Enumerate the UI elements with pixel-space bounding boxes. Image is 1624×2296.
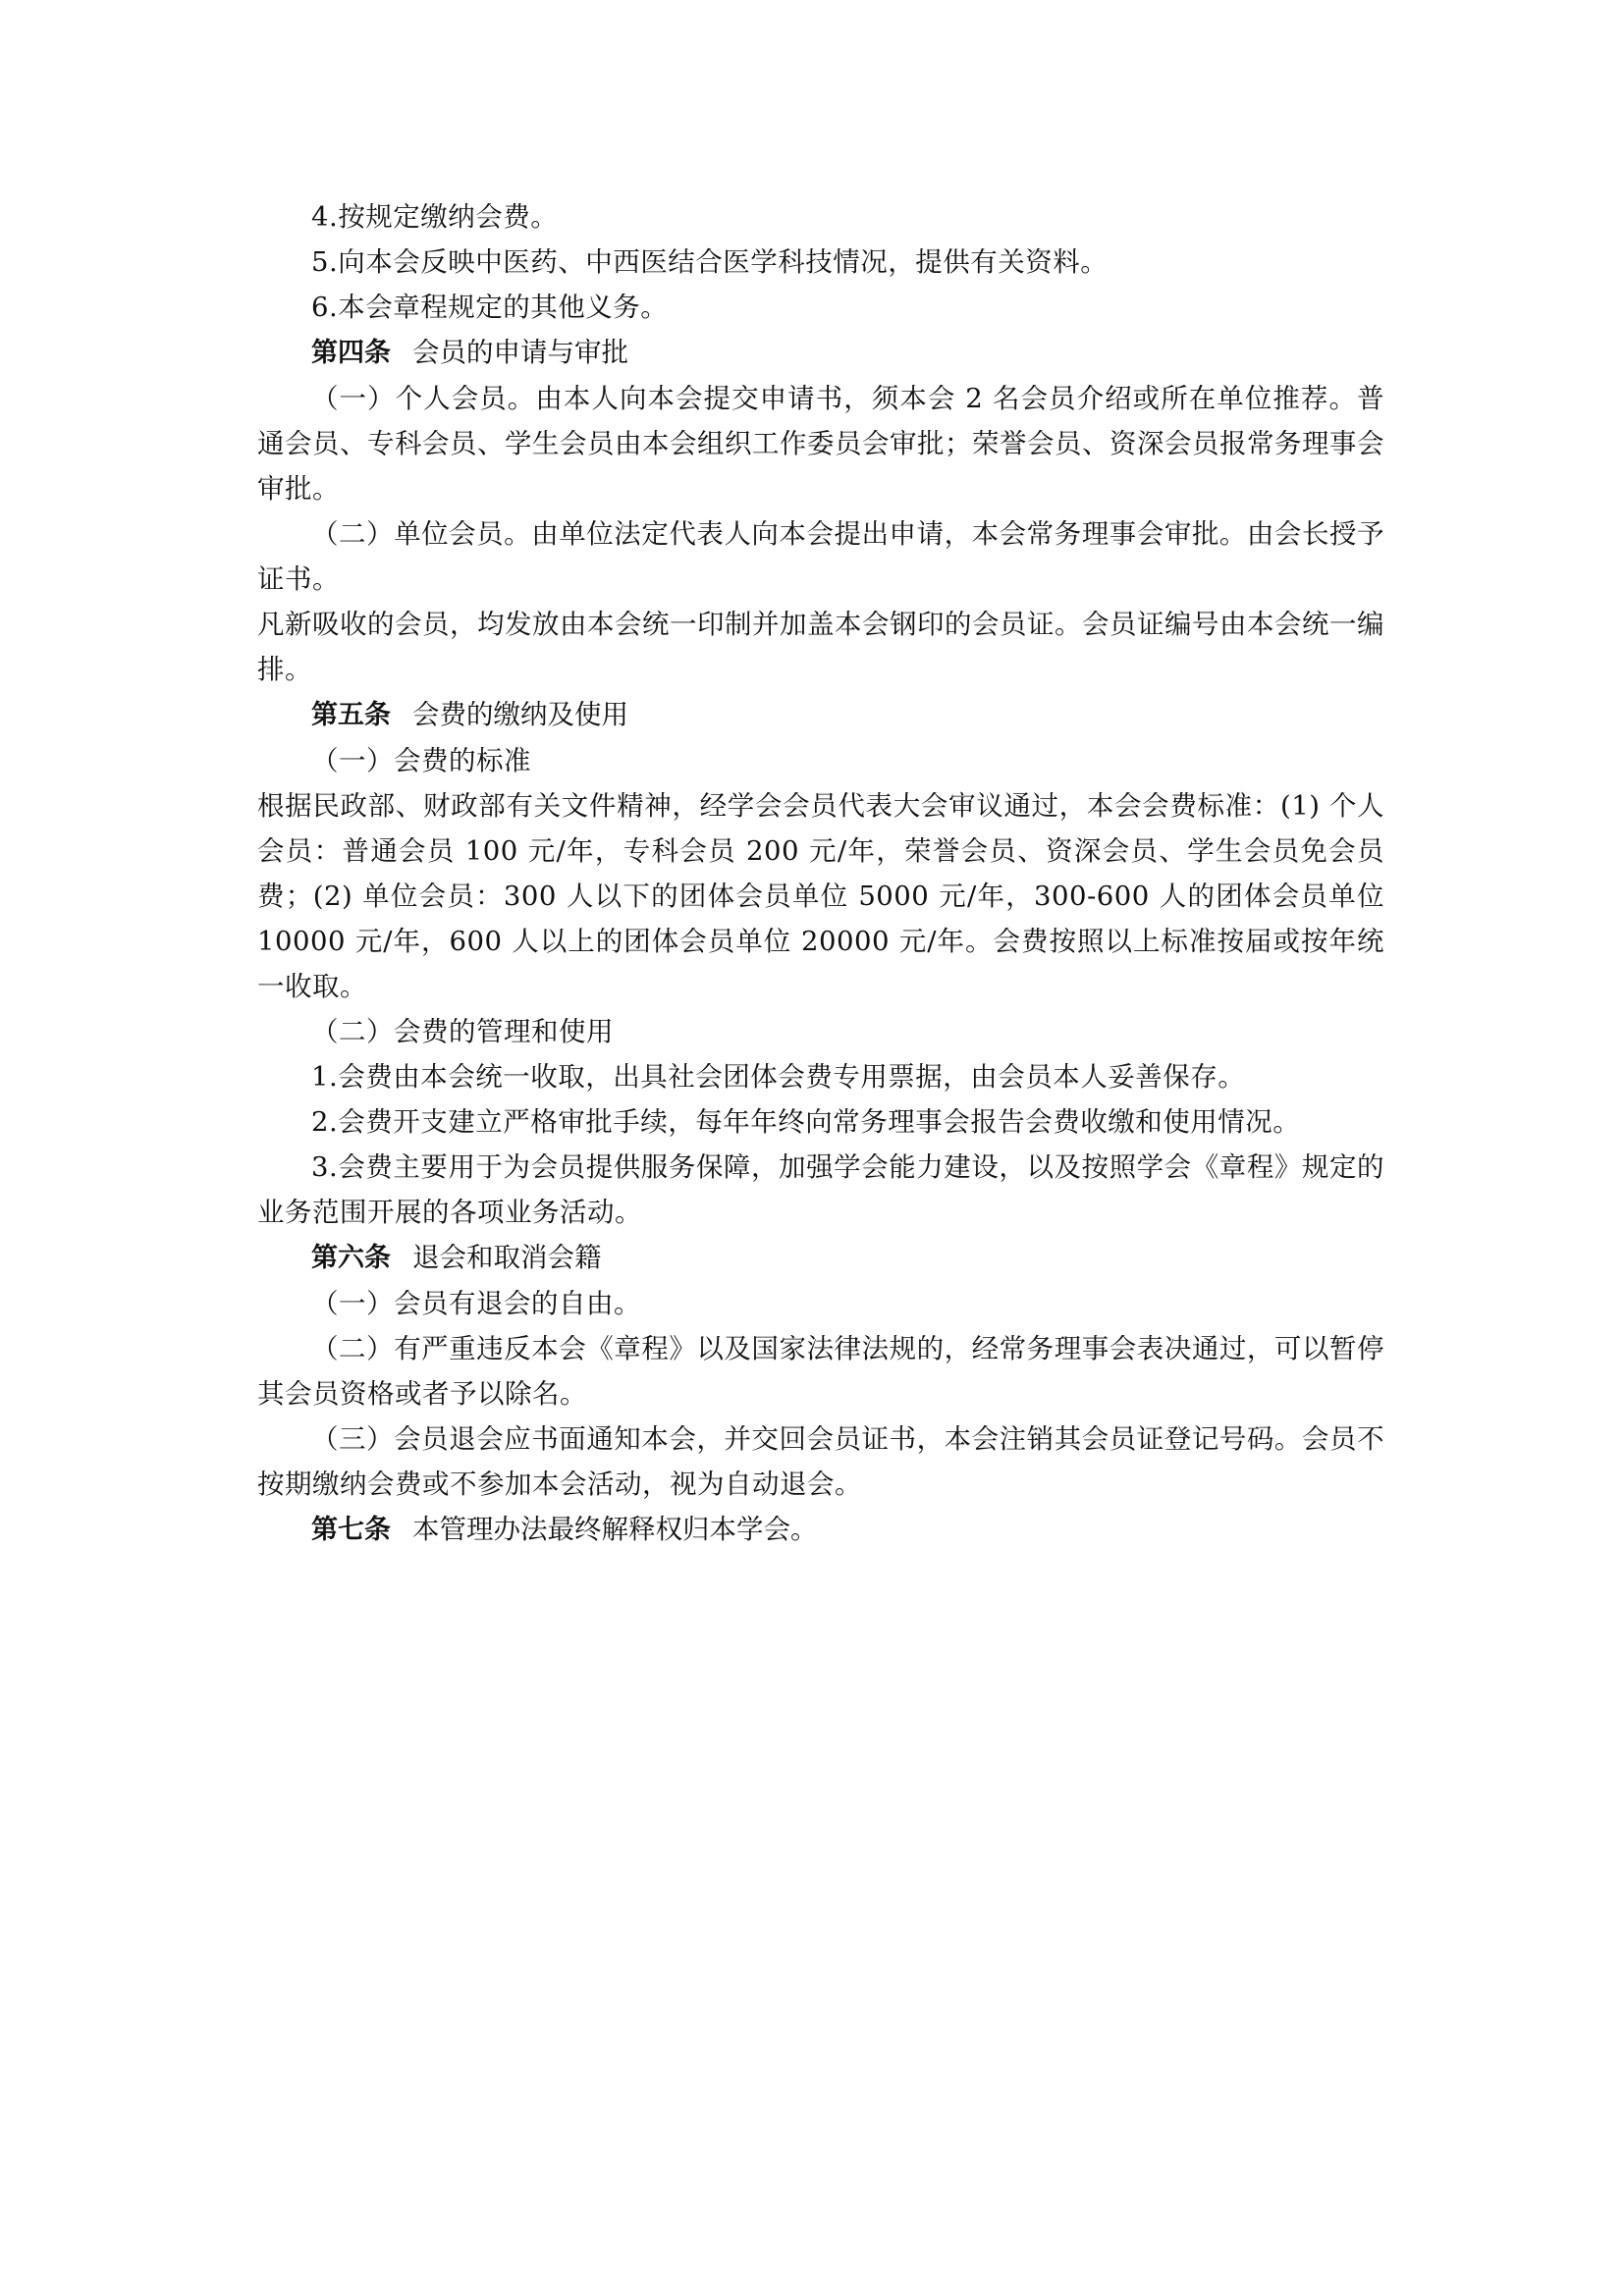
article-4-heading [257,330,1384,376]
obligation-item-5: 5.向本会反映中医药、中西医结合医学科技情况，提供有关资料。 [311,246,1109,278]
article-5-title: 会费的缴纳及使用 [412,699,628,730]
article-6-title: 退会和取消会籍 [412,1242,602,1273]
article-5-para-5: 2.会费开支建立严格审批手续，每年年终向常务理事会报告会费收缴和使用情况。 [311,1106,1301,1138]
article-5-heading [257,692,1384,738]
article-7-heading [257,1507,1384,1553]
article-7-number: 第七条 [311,1515,391,1545]
article-4-para-3: 凡新吸收的会员，均发放由本会统一印制并加盖本会钢印的会员证。会员证编号由本会统一编排。 [257,609,1384,685]
article-5-para-3: （二）会费的管理和使用 [311,1016,614,1047]
article-7-title: 本管理办法最终解释权归本学会。 [412,1514,818,1545]
article-5-para-2: 根据民政部、财政部有关文件精神，经学会会员代表大会审议通过，本会会费标准：(1) 个人会员：普通会员 100 元/年，专科会员 200 元/年，荣誉会员、资深会员、学生会员免会员费；(2) 单位会员：300 人以下的团体会员单位 5000 元/年，300-600 人的团体会员单位 10000 元/年，600 人以上的团体会员单位 20000 元/年。会费按照以上标准按届或按年统一收取。 [257,790,1384,1002]
article-5-number: 第五条 [311,700,391,730]
article-6-number: 第六条 [311,1243,391,1273]
article-6-para-3: （三）会员退会应书面通知本会，并交回会员证书，本会注销其会员证登记号码。会员不按期缴纳会费或不参加本会活动，视为自动退会。 [257,1423,1384,1500]
obligation-item-6: 6.本会章程规定的其他义务。 [311,292,669,323]
article-4-para-2: （二）单位会员。由单位法定代表人向本会提出申请，本会常务理事会审批。由会长授予证书。 [257,518,1384,595]
obligation-item-4: 4.按规定缴纳会费。 [311,201,559,233]
article-4-para-1: （一）个人会员。由本人向本会提交申请书，须本会 2 名会员介绍或所在单位推荐。普通会员、专科会员、学生会员由本会组织工作委员会审批；荣誉会员、资深会员报常务理事会审批。 [257,383,1384,505]
article-5-para-6: 3.会费主要用于为会员提供服务保障，加强学会能力建设，以及按照学会《章程》规定的业务范围开展的各项业务活动。 [257,1151,1384,1228]
article-5-para-1: （一）会费的标准 [311,745,531,776]
article-4-title: 会员的申请与审批 [412,337,628,368]
article-6-para-2: （二）有严重违反本会《章程》以及国家法律法规的，经常务理事会表决通过，可以暂停其会员资格或者予以除名。 [257,1333,1384,1410]
article-6-para-1: （一）会员有退会的自由。 [311,1288,641,1319]
article-6-heading [257,1235,1384,1281]
article-4-number: 第四条 [311,338,391,368]
document-page [257,194,1384,1553]
article-5-para-4: 1.会费由本会统一收取，出具社会团体会费专用票据，由会员本人妥善保存。 [311,1061,1246,1093]
